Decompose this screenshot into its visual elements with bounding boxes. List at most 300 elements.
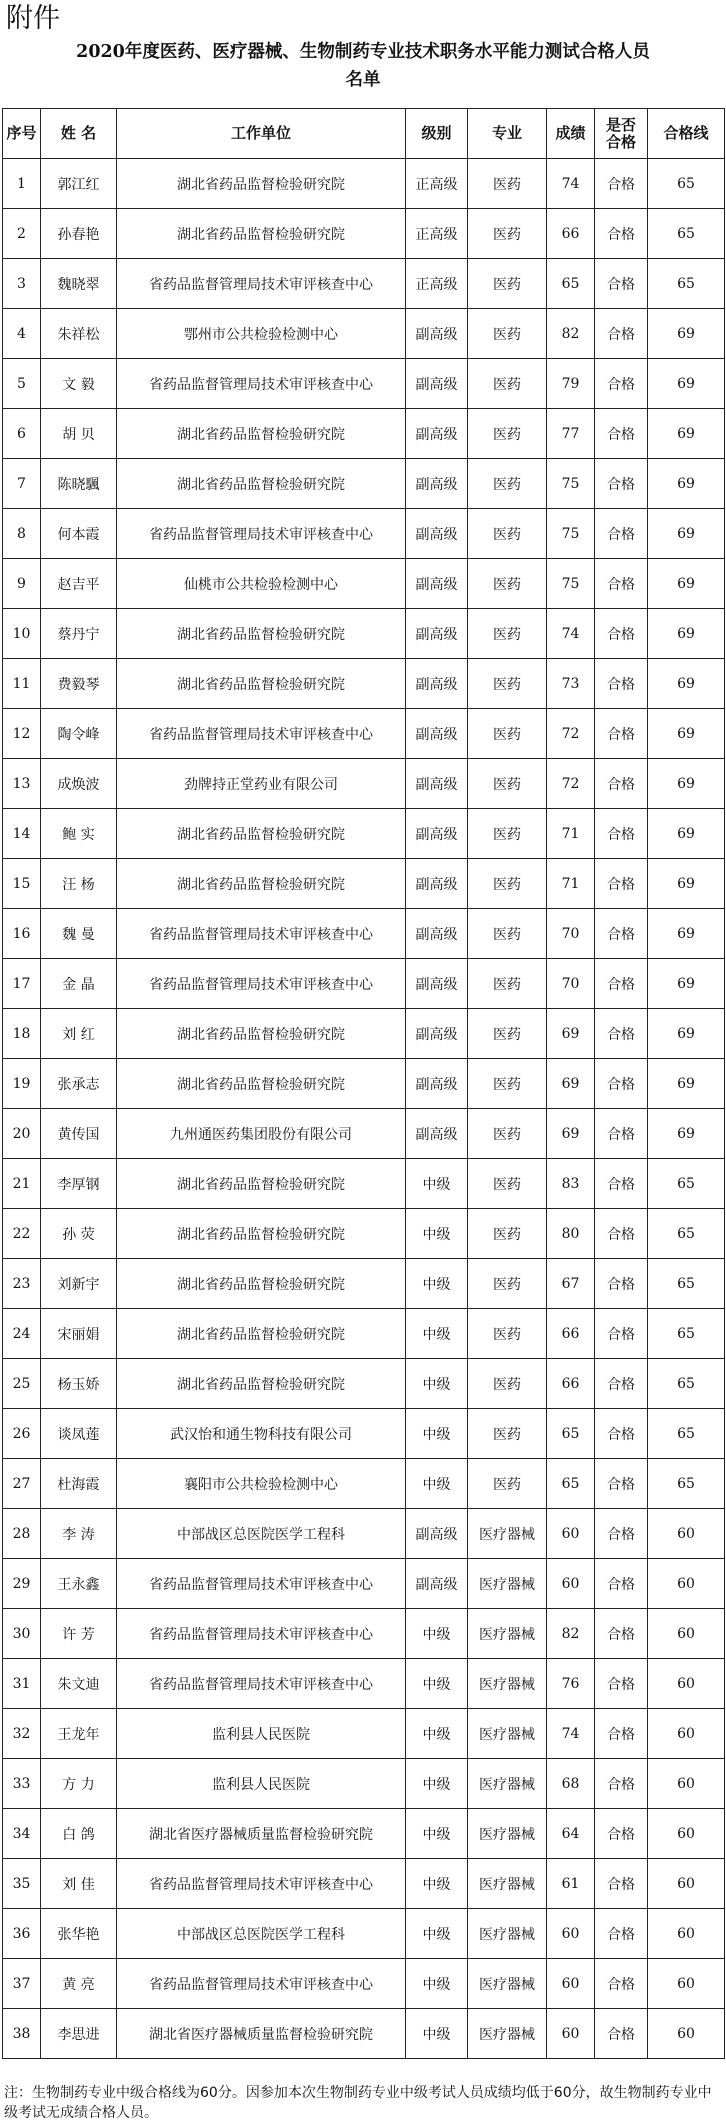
cell-name: 何本霞 [41, 509, 117, 559]
cell-major: 医药 [468, 859, 547, 909]
table-row [3, 1859, 725, 1909]
table-row [3, 259, 725, 309]
cell-level: 中级 [406, 2009, 468, 2059]
cell-score: 69 [547, 1009, 595, 1059]
cell-score: 72 [547, 709, 595, 759]
cell-seq: 30 [3, 1609, 41, 1659]
table-row [3, 559, 725, 609]
cell-passed: 合格 [595, 1159, 648, 1209]
cell-pass-line: 69 [648, 909, 725, 959]
cell-major: 医药 [468, 759, 547, 809]
cell-passed: 合格 [595, 1709, 648, 1759]
cell-unit: 湖北省药品监督检验研究院 [117, 1359, 406, 1409]
cell-unit: 湖北省药品监督检验研究院 [117, 1009, 406, 1059]
cell-seq: 24 [3, 1309, 41, 1359]
cell-level: 副高级 [406, 859, 468, 909]
cell-major: 医疗器械 [468, 1609, 547, 1659]
cell-pass-line: 60 [648, 1759, 725, 1809]
cell-unit: 湖北省药品监督检验研究院 [117, 409, 406, 459]
cell-seq: 14 [3, 809, 41, 859]
cell-name: 王龙年 [41, 1709, 117, 1759]
cell-passed: 合格 [595, 259, 648, 309]
cell-passed: 合格 [595, 309, 648, 359]
table-row [3, 1409, 725, 1459]
cell-score: 73 [547, 659, 595, 709]
cell-seq: 16 [3, 909, 41, 959]
cell-name: 汪 杨 [41, 859, 117, 909]
cell-seq: 10 [3, 609, 41, 659]
cell-level: 副高级 [406, 459, 468, 509]
cell-score: 75 [547, 459, 595, 509]
cell-level: 中级 [406, 1909, 468, 1959]
cell-name: 刘新宇 [41, 1259, 117, 1309]
table-row [3, 709, 725, 759]
cell-name: 成焕波 [41, 759, 117, 809]
cell-score: 83 [547, 1159, 595, 1209]
cell-level: 副高级 [406, 559, 468, 609]
cell-pass-line: 69 [648, 959, 725, 1009]
cell-score: 65 [547, 1409, 595, 1459]
cell-name: 张华艳 [41, 1909, 117, 1959]
cell-pass-line: 69 [648, 559, 725, 609]
cell-unit: 湖北省药品监督检验研究院 [117, 159, 406, 209]
cell-name: 方 力 [41, 1759, 117, 1809]
cell-unit: 省药品监督管理局技术审评核查中心 [117, 1559, 406, 1609]
cell-major: 医药 [468, 1459, 547, 1509]
cell-unit: 湖北省药品监督检验研究院 [117, 859, 406, 909]
cell-pass-line: 60 [648, 2009, 725, 2059]
cell-unit: 仙桃市公共检验检测中心 [117, 559, 406, 609]
cell-seq: 5 [3, 359, 41, 409]
cell-level: 中级 [406, 1159, 468, 1209]
cell-level: 副高级 [406, 1059, 468, 1109]
table-row [3, 1059, 725, 1109]
cell-passed: 合格 [595, 1809, 648, 1859]
cell-name: 王永鑫 [41, 1559, 117, 1609]
table-row [3, 309, 725, 359]
cell-passed: 合格 [595, 1909, 648, 1959]
table-row [3, 1259, 725, 1309]
table-row [3, 1709, 725, 1759]
cell-name: 张承志 [41, 1059, 117, 1109]
cell-major: 医疗器械 [468, 1809, 547, 1859]
cell-name: 黄 亮 [41, 1959, 117, 2009]
cell-passed: 合格 [595, 809, 648, 859]
cell-name: 李思进 [41, 2009, 117, 2059]
cell-major: 医药 [468, 159, 547, 209]
cell-seq: 9 [3, 559, 41, 609]
cell-major: 医药 [468, 1109, 547, 1159]
cell-unit: 湖北省药品监督检验研究院 [117, 1209, 406, 1259]
cell-name: 朱文迪 [41, 1659, 117, 1709]
cell-pass-line: 60 [648, 1709, 725, 1759]
table-row [3, 859, 725, 909]
cell-passed: 合格 [595, 859, 648, 909]
cell-pass-line: 65 [648, 1159, 725, 1209]
cell-level: 副高级 [406, 1509, 468, 1559]
cell-unit: 湖北省医疗器械质量监督检验研究院 [117, 1809, 406, 1859]
cell-unit: 省药品监督管理局技术审评核查中心 [117, 959, 406, 1009]
cell-level: 副高级 [406, 1559, 468, 1609]
cell-major: 医疗器械 [468, 1559, 547, 1609]
cell-level: 副高级 [406, 409, 468, 459]
cell-major: 医疗器械 [468, 1859, 547, 1909]
cell-seq: 28 [3, 1509, 41, 1559]
cell-score: 70 [547, 909, 595, 959]
table-row [3, 1009, 725, 1059]
table-row [3, 809, 725, 859]
cell-name: 魏 曼 [41, 909, 117, 959]
cell-seq: 3 [3, 259, 41, 309]
cell-name: 孙春艳 [41, 209, 117, 259]
cell-major: 医药 [468, 809, 547, 859]
cell-seq: 34 [3, 1809, 41, 1859]
table-row [3, 209, 725, 259]
cell-pass-line: 60 [648, 1509, 725, 1559]
cell-score: 82 [547, 1609, 595, 1659]
cell-name: 郭江红 [41, 159, 117, 209]
cell-score: 69 [547, 1059, 595, 1109]
table-row [3, 159, 725, 209]
cell-unit: 省药品监督管理局技术审评核查中心 [117, 259, 406, 309]
cell-unit: 湖北省药品监督检验研究院 [117, 209, 406, 259]
cell-score: 80 [547, 1209, 595, 1259]
cell-name: 陈晓颿 [41, 459, 117, 509]
cell-passed: 合格 [595, 709, 648, 759]
cell-level: 中级 [406, 1459, 468, 1509]
cell-unit: 省药品监督管理局技术审评核查中心 [117, 509, 406, 559]
cell-score: 72 [547, 759, 595, 809]
document-title [0, 38, 726, 94]
header-seq: 序号 [3, 109, 41, 159]
cell-passed: 合格 [595, 159, 648, 209]
cell-major: 医药 [468, 1409, 547, 1459]
cell-score: 67 [547, 1259, 595, 1309]
cell-unit: 监利县人民医院 [117, 1759, 406, 1809]
cell-passed: 合格 [595, 1009, 648, 1059]
cell-level: 中级 [406, 1709, 468, 1759]
cell-score: 75 [547, 559, 595, 609]
cell-passed: 合格 [595, 1859, 648, 1909]
table-row [3, 1659, 725, 1709]
cell-unit: 湖北省医疗器械质量监督检验研究院 [117, 2009, 406, 2059]
table-row [3, 609, 725, 659]
cell-major: 医药 [468, 1059, 547, 1109]
cell-pass-line: 69 [648, 609, 725, 659]
cell-level: 副高级 [406, 909, 468, 959]
cell-unit: 省药品监督管理局技术审评核查中心 [117, 1609, 406, 1659]
table-row [3, 2009, 725, 2059]
cell-major: 医药 [468, 1009, 547, 1059]
cell-name: 黄传国 [41, 1109, 117, 1159]
cell-pass-line: 60 [648, 1659, 725, 1709]
cell-unit: 湖北省药品监督检验研究院 [117, 659, 406, 709]
table-row [3, 909, 725, 959]
cell-level: 中级 [406, 1409, 468, 1459]
cell-passed: 合格 [595, 209, 648, 259]
cell-passed: 合格 [595, 759, 648, 809]
cell-pass-line: 60 [648, 1609, 725, 1659]
cell-pass-line: 69 [648, 1009, 725, 1059]
cell-major: 医药 [468, 459, 547, 509]
table-row [3, 409, 725, 459]
cell-pass-line: 65 [648, 1309, 725, 1359]
cell-passed: 合格 [595, 1059, 648, 1109]
cell-major: 医药 [468, 659, 547, 709]
cell-unit: 武汉怡和通生物科技有限公司 [117, 1409, 406, 1459]
cell-major: 医疗器械 [468, 1759, 547, 1809]
cell-pass-line: 69 [648, 309, 725, 359]
cell-passed: 合格 [595, 2009, 648, 2059]
cell-major: 医药 [468, 909, 547, 959]
table-row [3, 1609, 725, 1659]
cell-score: 60 [547, 1959, 595, 2009]
cell-name: 宋丽娟 [41, 1309, 117, 1359]
cell-seq: 8 [3, 509, 41, 559]
cell-unit: 襄阳市公共检验检测中心 [117, 1459, 406, 1509]
cell-name: 鲍 实 [41, 809, 117, 859]
cell-pass-line: 69 [648, 1109, 725, 1159]
cell-score: 77 [547, 409, 595, 459]
cell-unit: 省药品监督管理局技术审评核查中心 [117, 1859, 406, 1909]
cell-seq: 20 [3, 1109, 41, 1159]
cell-unit: 省药品监督管理局技术审评核查中心 [117, 909, 406, 959]
cell-seq: 18 [3, 1009, 41, 1059]
cell-unit: 劲牌持正堂药业有限公司 [117, 759, 406, 809]
cell-level: 中级 [406, 1959, 468, 2009]
cell-major: 医药 [468, 309, 547, 359]
cell-major: 医疗器械 [468, 1909, 547, 1959]
table-row [3, 509, 725, 559]
cell-major: 医疗器械 [468, 1509, 547, 1559]
cell-pass-line: 69 [648, 509, 725, 559]
cell-seq: 11 [3, 659, 41, 709]
cell-unit: 湖北省药品监督检验研究院 [117, 1059, 406, 1109]
cell-name: 孙 荧 [41, 1209, 117, 1259]
cell-name: 赵吉平 [41, 559, 117, 609]
cell-level: 副高级 [406, 1109, 468, 1159]
cell-level: 中级 [406, 1309, 468, 1359]
cell-name: 魏晓翠 [41, 259, 117, 309]
cell-name: 杜海霞 [41, 1459, 117, 1509]
cell-pass-line: 69 [648, 409, 725, 459]
cell-pass-line: 65 [648, 159, 725, 209]
cell-major: 医疗器械 [468, 1709, 547, 1759]
table-row [3, 459, 725, 509]
table-header-row [3, 109, 725, 159]
cell-unit: 湖北省药品监督检验研究院 [117, 1259, 406, 1309]
cell-name: 李厚钢 [41, 1159, 117, 1209]
table-row [3, 1309, 725, 1359]
cell-passed: 合格 [595, 609, 648, 659]
cell-level: 中级 [406, 1259, 468, 1309]
cell-level: 中级 [406, 1809, 468, 1859]
cell-name: 谈凤莲 [41, 1409, 117, 1459]
table-row [3, 1809, 725, 1859]
header-pass-line: 合格线 [648, 109, 725, 159]
cell-major: 医药 [468, 1259, 547, 1309]
cell-unit: 省药品监督管理局技术审评核查中心 [117, 1959, 406, 2009]
cell-pass-line: 69 [648, 359, 725, 409]
cell-seq: 12 [3, 709, 41, 759]
cell-level: 中级 [406, 1209, 468, 1259]
cell-seq: 25 [3, 1359, 41, 1409]
cell-name: 朱祥松 [41, 309, 117, 359]
header-unit: 工作单位 [117, 109, 406, 159]
cell-level: 副高级 [406, 759, 468, 809]
cell-seq: 13 [3, 759, 41, 809]
table-row [3, 959, 725, 1009]
table-row [3, 1459, 725, 1509]
cell-seq: 7 [3, 459, 41, 509]
cell-pass-line: 69 [648, 809, 725, 859]
cell-passed: 合格 [595, 1509, 648, 1559]
cell-score: 65 [547, 259, 595, 309]
cell-passed: 合格 [595, 1359, 648, 1409]
cell-passed: 合格 [595, 1659, 648, 1709]
cell-pass-line: 65 [648, 1359, 725, 1409]
header-major: 专业 [468, 109, 547, 159]
title-line-1: 2020年度医药、医疗器械、生物制药专业技术职务水平能力测试合格人员 [76, 42, 650, 62]
cell-major: 医药 [468, 359, 547, 409]
cell-unit: 鄂州市公共检验检测中心 [117, 309, 406, 359]
table-row [3, 1959, 725, 2009]
cell-major: 医药 [468, 209, 547, 259]
cell-name: 李 涛 [41, 1509, 117, 1559]
cell-passed: 合格 [595, 459, 648, 509]
cell-level: 副高级 [406, 509, 468, 559]
cell-pass-line: 60 [648, 1859, 725, 1909]
cell-level: 副高级 [406, 309, 468, 359]
table-row [3, 1359, 725, 1409]
cell-score: 74 [547, 159, 595, 209]
cell-score: 74 [547, 1709, 595, 1759]
cell-name: 陶令峰 [41, 709, 117, 759]
cell-unit: 省药品监督管理局技术审评核查中心 [117, 709, 406, 759]
cell-major: 医药 [468, 609, 547, 659]
footnote: 注：生物制药专业中级合格线为60分。因参加本次生物制药专业中级考试人员成绩均低于60分，故生物制药专业中级考试无成绩合格人员。 [4, 2085, 712, 2121]
results-table-container [2, 108, 724, 2059]
cell-seq: 2 [3, 209, 41, 259]
cell-score: 82 [547, 309, 595, 359]
cell-pass-line: 65 [648, 1409, 725, 1459]
cell-score: 60 [547, 1559, 595, 1609]
cell-major: 医药 [468, 559, 547, 609]
cell-level: 副高级 [406, 359, 468, 409]
cell-pass-line: 65 [648, 259, 725, 309]
cell-score: 66 [547, 1309, 595, 1359]
table-row [3, 359, 725, 409]
cell-passed: 合格 [595, 1759, 648, 1809]
cell-major: 医药 [468, 1159, 547, 1209]
cell-score: 64 [547, 1809, 595, 1859]
cell-major: 医药 [468, 259, 547, 309]
cell-unit: 湖北省药品监督检验研究院 [117, 609, 406, 659]
cell-unit: 监利县人民医院 [117, 1709, 406, 1759]
cell-score: 71 [547, 859, 595, 909]
cell-unit: 中部战区总医院医学工程科 [117, 1909, 406, 1959]
cell-score: 60 [547, 2009, 595, 2059]
cell-name: 蔡丹宁 [41, 609, 117, 659]
cell-seq: 27 [3, 1459, 41, 1509]
cell-level: 中级 [406, 1359, 468, 1409]
cell-score: 70 [547, 959, 595, 1009]
table-body [3, 159, 725, 2059]
cell-level: 正高级 [406, 209, 468, 259]
header-score: 成绩 [547, 109, 595, 159]
cell-name: 刘 佳 [41, 1859, 117, 1909]
cell-passed: 合格 [595, 409, 648, 459]
cell-level: 正高级 [406, 259, 468, 309]
table-row [3, 1559, 725, 1609]
table-row [3, 1759, 725, 1809]
cell-passed: 合格 [595, 659, 648, 709]
cell-name: 杨玉娇 [41, 1359, 117, 1409]
cell-level: 副高级 [406, 659, 468, 709]
cell-pass-line: 60 [648, 1909, 725, 1959]
cell-passed: 合格 [595, 1259, 648, 1309]
cell-name: 金 晶 [41, 959, 117, 1009]
cell-passed: 合格 [595, 359, 648, 409]
cell-pass-line: 65 [648, 1209, 725, 1259]
cell-level: 中级 [406, 1859, 468, 1909]
cell-pass-line: 65 [648, 209, 725, 259]
cell-seq: 32 [3, 1709, 41, 1759]
cell-pass-line: 60 [648, 1809, 725, 1859]
cell-score: 66 [547, 1359, 595, 1409]
cell-level: 副高级 [406, 709, 468, 759]
cell-pass-line: 69 [648, 659, 725, 709]
cell-major: 医疗器械 [468, 1959, 547, 2009]
cell-major: 医药 [468, 1309, 547, 1359]
cell-passed: 合格 [595, 1209, 648, 1259]
cell-score: 75 [547, 509, 595, 559]
cell-name: 许 芳 [41, 1609, 117, 1659]
cell-passed: 合格 [595, 1309, 648, 1359]
cell-name: 文 毅 [41, 359, 117, 409]
cell-pass-line: 60 [648, 1959, 725, 2009]
cell-seq: 23 [3, 1259, 41, 1309]
annex-label: 附件 [6, 3, 60, 34]
cell-major: 医药 [468, 509, 547, 559]
table-row [3, 1509, 725, 1559]
cell-major: 医药 [468, 709, 547, 759]
cell-seq: 35 [3, 1859, 41, 1909]
cell-passed: 合格 [595, 1109, 648, 1159]
cell-score: 61 [547, 1859, 595, 1909]
table-row [3, 1209, 725, 1259]
cell-level: 副高级 [406, 1009, 468, 1059]
cell-seq: 38 [3, 2009, 41, 2059]
cell-seq: 1 [3, 159, 41, 209]
cell-passed: 合格 [595, 1609, 648, 1659]
cell-seq: 17 [3, 959, 41, 1009]
cell-pass-line: 69 [648, 459, 725, 509]
cell-unit: 湖北省药品监督检验研究院 [117, 1309, 406, 1359]
cell-major: 医药 [468, 1209, 547, 1259]
cell-level: 副高级 [406, 609, 468, 659]
table-row [3, 1109, 725, 1159]
cell-major: 医药 [468, 409, 547, 459]
cell-score: 71 [547, 809, 595, 859]
cell-level: 中级 [406, 1609, 468, 1659]
cell-level: 副高级 [406, 959, 468, 1009]
cell-unit: 中部战区总医院医学工程科 [117, 1509, 406, 1559]
cell-major: 医疗器械 [468, 2009, 547, 2059]
cell-name: 胡 贝 [41, 409, 117, 459]
cell-pass-line: 69 [648, 759, 725, 809]
cell-score: 74 [547, 609, 595, 659]
